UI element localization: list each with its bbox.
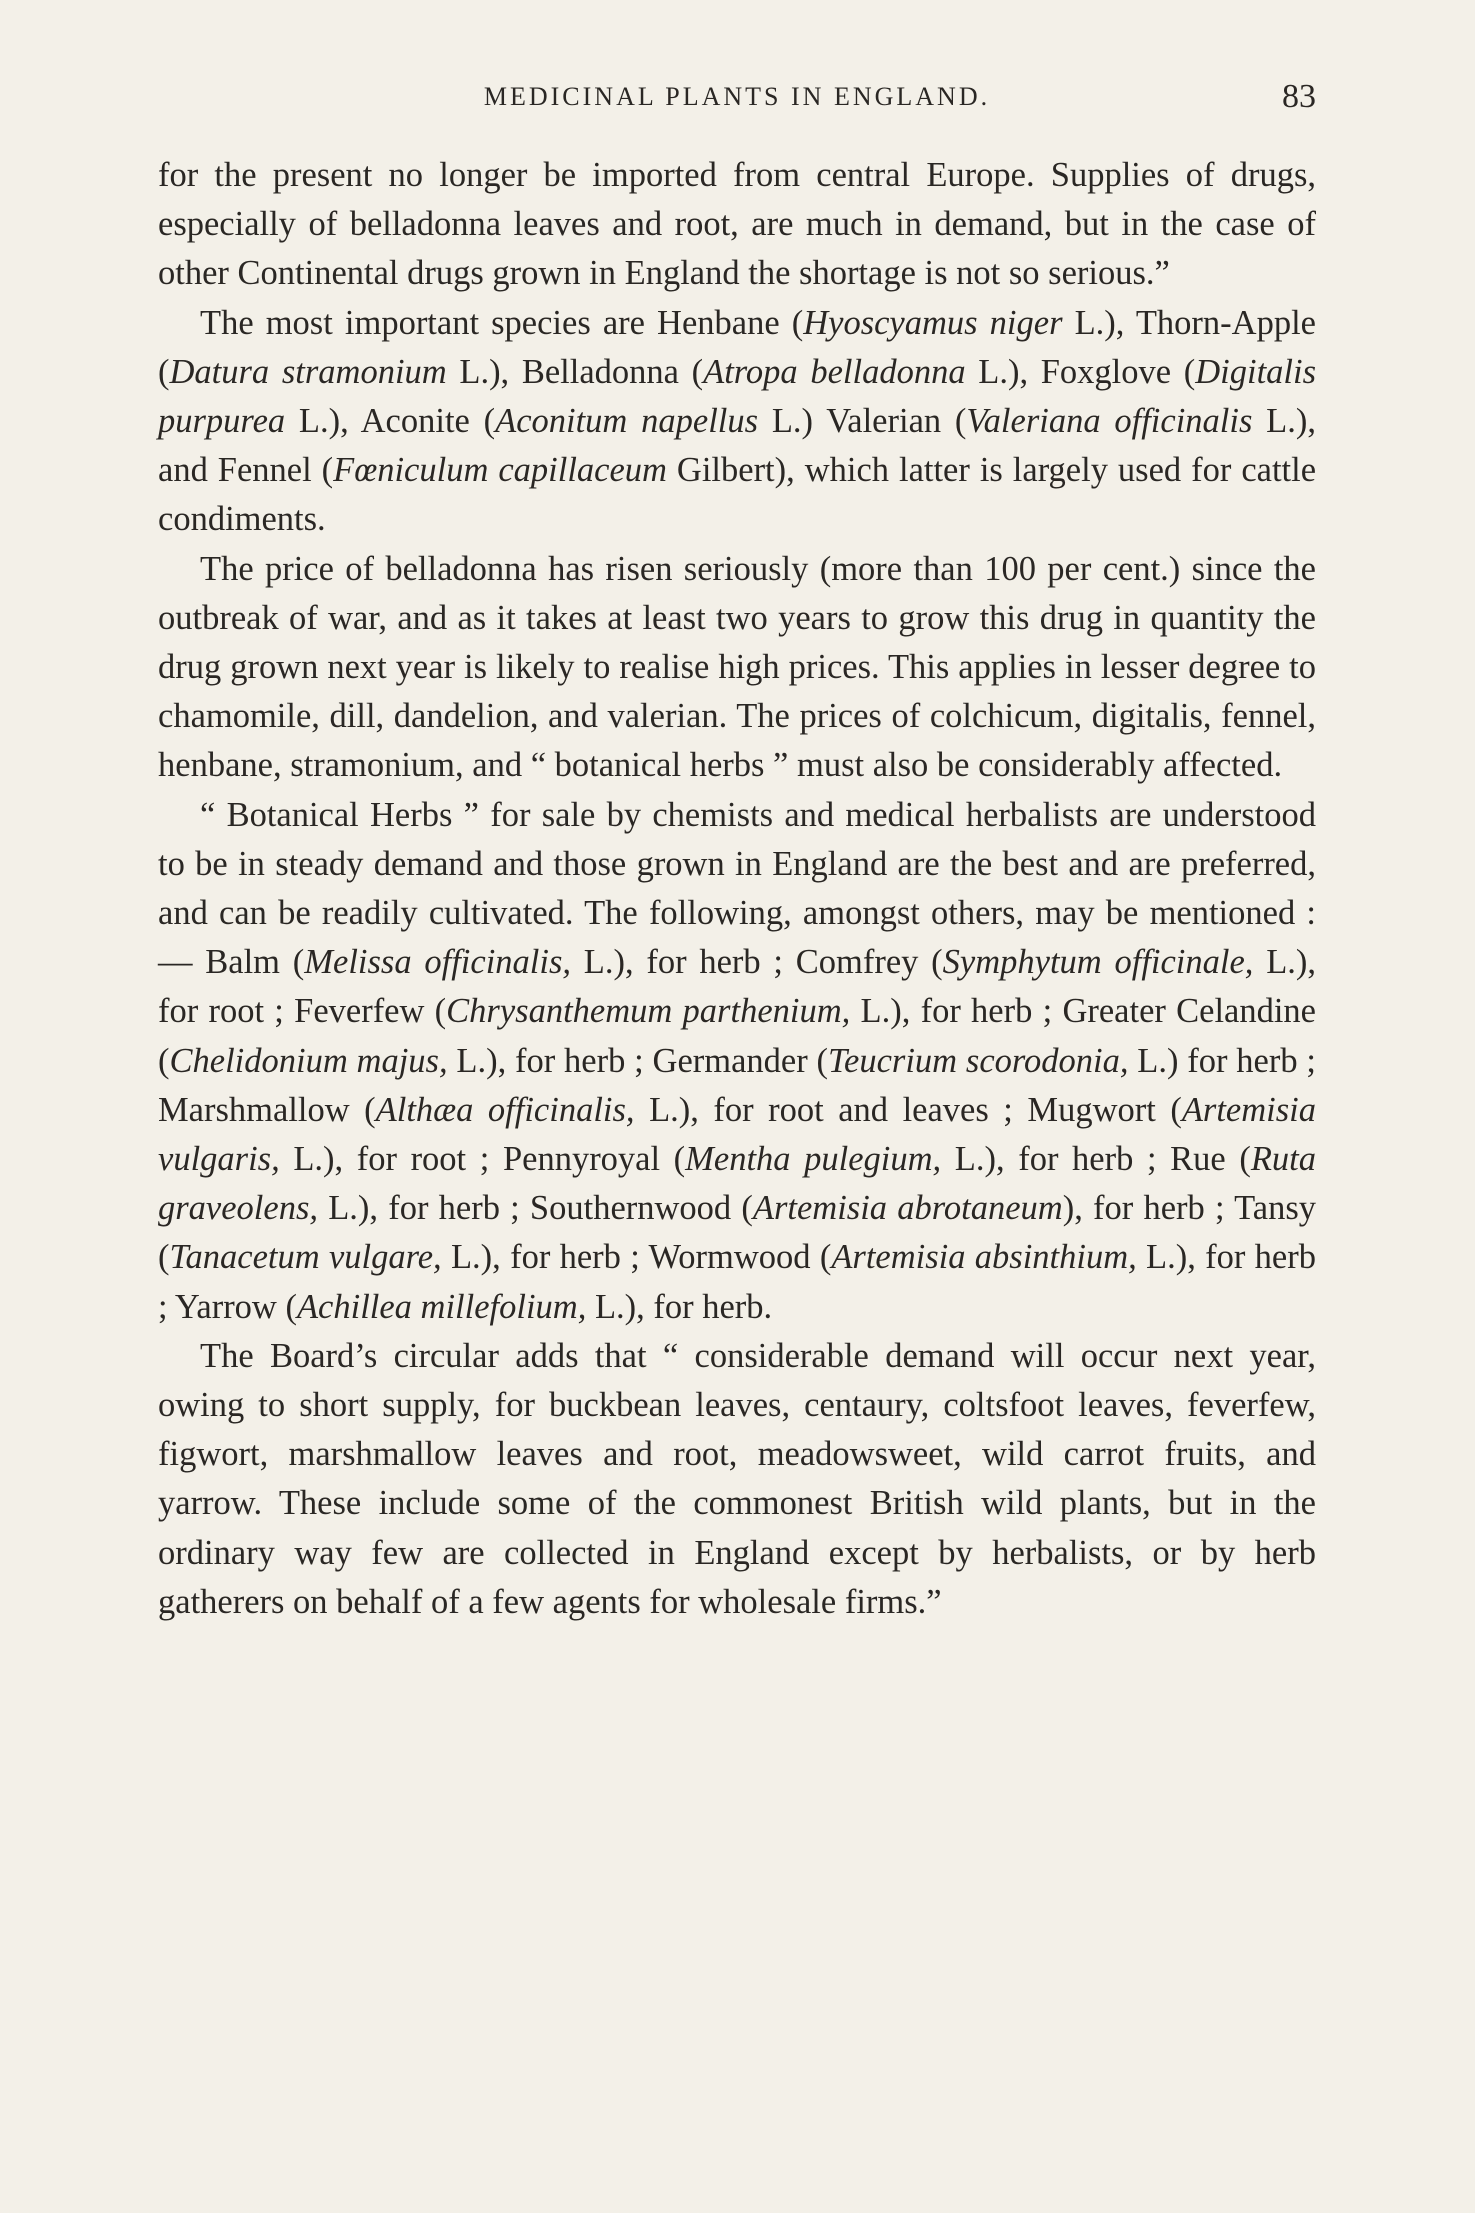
running-title: MEDICINAL PLANTS IN ENGLAND. (483, 82, 991, 111)
page-number: 83 (1282, 78, 1316, 115)
paragraph-3 (158, 545, 1316, 791)
text-run: The most important species are Henbane ( (200, 303, 804, 342)
italic-term: Tanacetum vulgare, (169, 1238, 442, 1277)
text-run: L.), for herb ; Rue ( (941, 1140, 1251, 1179)
text-run: L.), for herb ; Yarrow ( (158, 1238, 1316, 1326)
text-run: L.), for herb. (586, 1287, 773, 1326)
text-run: L.), and Fennel ( (158, 402, 1316, 490)
paragraph-4 (158, 791, 1316, 1332)
italic-term: Aconitum napellus (495, 402, 759, 441)
text-run: L.), Thorn-Apple ( (158, 303, 1316, 391)
text-run: L.), for herb ; Wormwood ( (441, 1238, 832, 1277)
text-run: L.), Foxglove ( (965, 352, 1196, 391)
text-run: L.), for herb ; Germander ( (447, 1041, 829, 1080)
italic-term: Hyoscyamus niger (803, 303, 1063, 342)
italic-term: Althæa officinalis, (375, 1090, 635, 1129)
italic-term: Chrysanthemum parthenium, (446, 992, 851, 1031)
text-run: Gilbert), which latter is largely used for cattle condiments. (158, 451, 1317, 539)
italic-term: Digitalis purpurea (158, 352, 1317, 441)
italic-term: Fœniculum capillaceum (333, 451, 667, 490)
paragraph-5 (158, 1332, 1316, 1627)
italic-term: Valeriana officinalis (966, 402, 1253, 441)
text-run: ), for herb ; Tansy ( (158, 1189, 1317, 1277)
italic-term: Artemisia abrotaneum (752, 1189, 1063, 1228)
paragraph-2 (158, 299, 1316, 545)
body-text (158, 151, 1316, 1627)
text-run: L.), Aconite ( (285, 402, 496, 441)
page-header (158, 72, 1316, 122)
italic-term: Artemisia vulgaris, (158, 1090, 1316, 1179)
italic-term: Datura stramonium (169, 352, 447, 391)
text-run: L.), for herb ; Southernwood ( (318, 1189, 753, 1228)
text-run: The price of belladonna has risen seriously (more than 100 per cent.) since the outbreak of war, and as it takes at least two years to grow this drug in quantity the drug grown next year is likely to realise high prices. This applies in lesser degree to chamomile, dill, dandelion, and valerian. The prices of colchicum, digitalis, fennel, henbane, stramonium, and “ botanical herbs ” must also be considerably affected. (158, 549, 1316, 785)
text-run: L.) Valerian ( (758, 402, 967, 441)
text-run: L.), for root ; Pennyroyal ( (279, 1140, 686, 1179)
italic-term: Teucrium scorodonia, (828, 1041, 1129, 1080)
text-run: “ Botanical Herbs ” for sale by chemists and medical herbalists are understood to be in steady demand and those grown in England are the best and are preferred, and can be readily cultivated. The following, amongst others, may be mentioned :— Balm ( (158, 795, 1316, 982)
text-run: The Board’s circular adds that “ considerable demand will occur next year, owing to short supply, for buckbean leaves, centaury, coltsfoot leaves, feverfew, figwort, marshmallow leaves and root, meadowsweet, wild carrot fruits, and yarrow. These include some of the commonest British wild plants, but in the ordinary way few are collected in England except by herbalists, or by herb gatherers on behalf of a few agents for wholesale firms.” (158, 1336, 1316, 1621)
text-run: L.), Belladonna ( (446, 352, 704, 391)
italic-term: Artemisia absinthium, (831, 1238, 1137, 1277)
text-run: L.), for herb ; Greater Celandine ( (158, 992, 1316, 1080)
text-run: L.), for root and leaves ; Mugwort ( (634, 1090, 1182, 1129)
italic-term: Melissa officinalis, (304, 943, 571, 982)
text-run: L.), for herb ; Comfrey ( (571, 943, 943, 982)
italic-term: Atropa belladonna (703, 352, 966, 391)
text-run: L.), for root ; Feverfew ( (158, 943, 1317, 1031)
italic-term: Ruta graveolens, (158, 1140, 1316, 1228)
text-run: L.) for herb ; Marshmallow ( (158, 1041, 1316, 1129)
italic-term: Achillea millefolium, (296, 1287, 587, 1326)
paragraph-1 (158, 151, 1316, 299)
italic-term: Chelidonium majus, (169, 1041, 448, 1080)
italic-term: Mentha pulegium, (685, 1140, 942, 1179)
text-run: for the present no longer be imported from central Europe. Supplies of drugs, especially of belladonna leaves and root, are much in demand, but in the case of other Continental drugs grown in England the shortage is not so serious.” (158, 156, 1316, 293)
italic-term: Symphytum officinale, (942, 943, 1254, 982)
